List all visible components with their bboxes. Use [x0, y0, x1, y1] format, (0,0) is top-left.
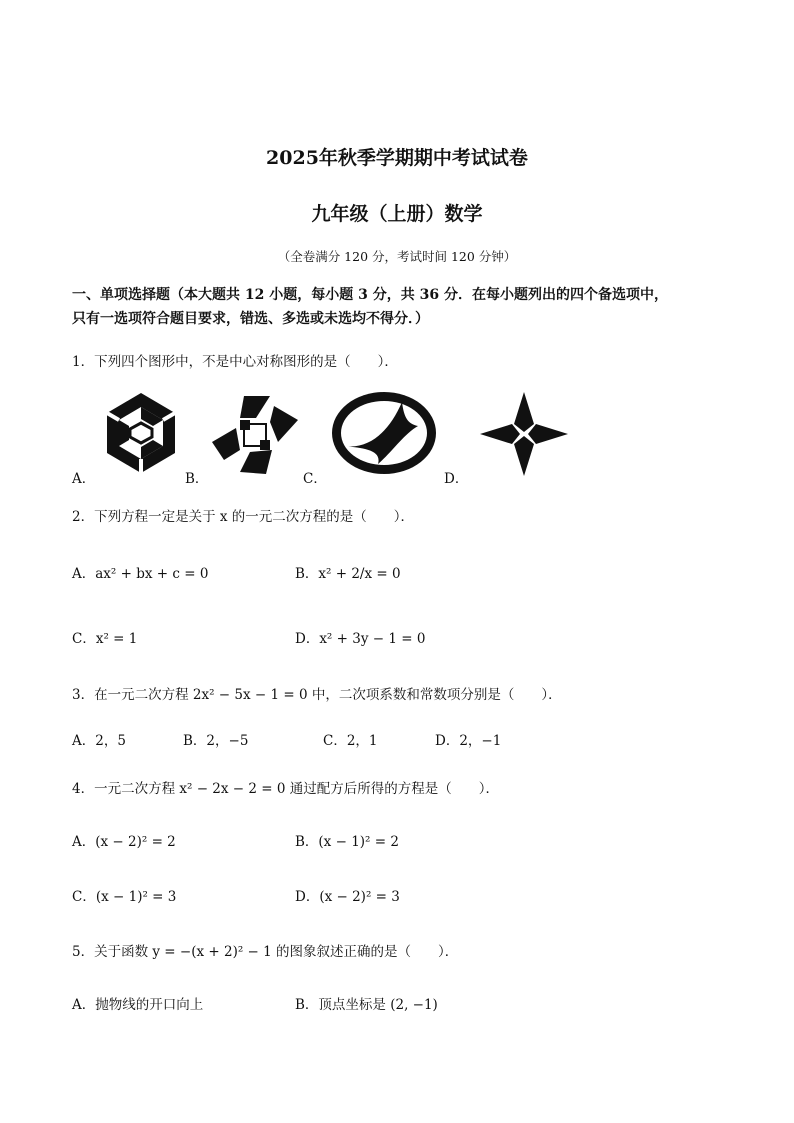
q4-stem: 4．一元二次方程 x² − 2x − 2 = 0 通过配方后所得的方程是（ ）． [72, 781, 500, 797]
q1-option-b-label: B． [185, 471, 209, 487]
q4-option-b: B．(x − 1)² = 2 [295, 834, 399, 850]
q2-option-b: B．x² + 2/x = 0 [295, 566, 401, 582]
q3-option-b: B．2，−5 [183, 733, 249, 749]
q4-option-d: D．(x − 2)² = 3 [295, 889, 400, 905]
q1-option-a-label: A． [72, 471, 96, 487]
section-heading-line1: 一、单项选择题（本大题共 12 小题，每小题 3 分，共 36 分．在每小题列出的四个备选项中， [72, 287, 668, 303]
q2-stem: 2．下列方程一定是关于 x 的一元二次方程的是（ ）． [72, 509, 415, 525]
q3-option-a: A．2，5 [72, 733, 126, 749]
section-heading-line2: 只有一选项符合题目要求，错选、多选或未选均不得分．） [72, 311, 429, 327]
four-petal-logo-icon [478, 390, 570, 478]
q3-stem: 3．在一元二次方程 2x² − 5x − 1 = 0 中，二次项系数和常数项分别是（ ）． [72, 687, 562, 703]
q2-option-c: C．x² = 1 [72, 631, 138, 647]
exam-note: （全卷满分 120 分，考试时间 120 分钟） [277, 249, 517, 264]
q2-option-a: A．ax² + bx + c = 0 [72, 566, 209, 582]
q5-option-b: B．顶点坐标是 (2, −1) [295, 997, 438, 1013]
q2-option-d: D．x² + 3y − 1 = 0 [295, 631, 426, 647]
q4-option-c: C．(x − 1)² = 3 [72, 889, 177, 905]
q1-option-c-label: C． [303, 471, 327, 487]
q5-option-a: A．抛物线的开口向上 [72, 997, 204, 1013]
oval-swoosh-logo-icon [330, 390, 438, 476]
q1-stem: 1．下列四个图形中，不是中心对称图形的是（ ）． [72, 354, 398, 370]
exam-subject: 九年级（上册）数学 [311, 203, 483, 225]
q4-option-a: A．(x − 2)² = 2 [72, 834, 176, 850]
exam-title: 2025年秋季学期期中考试试卷 [266, 147, 528, 169]
pinwheel-squares-logo-icon [210, 392, 300, 476]
q3-option-c: C．2，1 [323, 733, 378, 749]
q1-option-d-label: D． [444, 471, 469, 487]
q5-stem: 5．关于函数 y = −(x + 2)² − 1 的图象叙述正确的是（ ）． [72, 944, 459, 960]
q3-option-d: D．2，−1 [435, 733, 502, 749]
hexagon-spiral-logo-icon [98, 390, 184, 476]
